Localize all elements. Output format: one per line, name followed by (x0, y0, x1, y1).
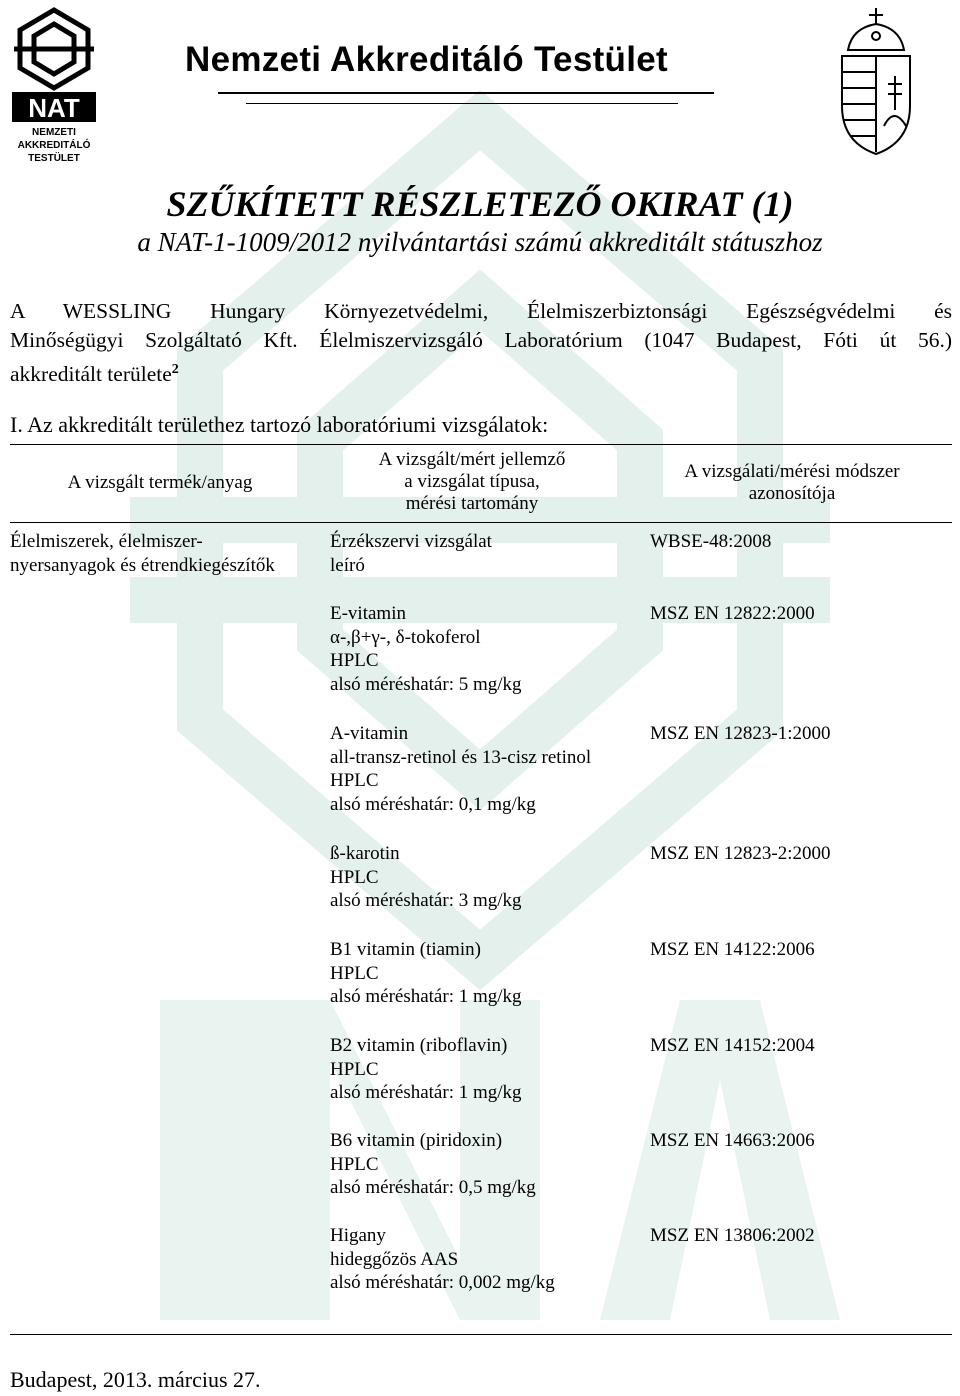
characteristic-line: HPLC (330, 866, 379, 888)
header-char-line-2: a vizsgálat típusa, (404, 471, 540, 492)
place-date: Budapest, 2013. március 27. (10, 1367, 261, 1392)
method-cell: MSZ EN 12823-2:2000 (650, 843, 831, 864)
product-line-1: Élelmiszerek, élelmiszer- (10, 531, 203, 552)
characteristic-line: alsó méréshatár: 0,1 mg/kg (330, 793, 536, 815)
characteristic-line: B6 vitamin (piridoxin) (330, 1130, 503, 1151)
characteristic-cell (330, 938, 630, 1009)
characteristic-line: alsó méréshatár: 1 mg/kg (330, 986, 522, 1007)
characteristic-cell (330, 1224, 630, 1295)
intro-line-3-text: akkreditált területe (10, 362, 172, 387)
characteristic-cell (330, 602, 630, 696)
logo-line-3: TESTÜLET (28, 153, 80, 164)
characteristic-line: alsó méréshatár: 1 mg/kg (330, 1082, 522, 1103)
characteristic-line: B2 vitamin (riboflavin) (330, 1035, 508, 1056)
characteristic-line: HPLC (330, 770, 379, 791)
characteristic-line: E-vitamin (330, 603, 406, 624)
product-line-2: nyersanyagok és étrendkiegészítők (10, 554, 275, 576)
characteristic-cell (330, 722, 630, 816)
method-cell: MSZ EN 12823-1:2000 (650, 723, 831, 744)
method-cell: MSZ EN 13806:2002 (650, 1225, 815, 1246)
characteristic-line: HPLC (330, 1153, 379, 1175)
document-subtitle: a NAT-1-1009/2012 nyilvántartási számú akkreditált státuszhoz (137, 227, 823, 257)
characteristic-line: HPLC (330, 1058, 379, 1080)
footnote-marker: 2 (171, 362, 179, 377)
organization-name: Nemzeti Akkreditáló Testület (185, 40, 668, 79)
intro-paragraph (10, 297, 952, 389)
coat-of-arms-icon (836, 6, 916, 156)
table-top-border (10, 444, 952, 445)
method-cell: MSZ EN 14663:2006 (650, 1130, 815, 1151)
header-method-line-1: A vizsgálati/mérési módszer (684, 461, 900, 482)
table-bottom-border (10, 1334, 952, 1335)
characteristic-line: Érzékszervi vizsgálat (330, 531, 492, 552)
characteristic-line: alsó méréshatár: 5 mg/kg (330, 673, 522, 695)
section-heading: I. Az akkreditált területhez tartozó laboratóriumi vizsgálatok: (10, 412, 549, 437)
characteristic-line: leíró (330, 554, 365, 576)
characteristic-cell (330, 842, 630, 913)
table-header-border (10, 522, 952, 523)
method-cell: MSZ EN 12822:2000 (650, 603, 815, 624)
characteristic-line: alsó méréshatár: 3 mg/kg (330, 890, 522, 911)
header-characteristic (322, 449, 622, 515)
logo-acronym: NAT (28, 93, 80, 123)
nat-logo-icon (10, 6, 98, 166)
characteristic-line: alsó méréshatár: 0,002 mg/kg (330, 1272, 555, 1293)
method-cell: MSZ EN 14152:2004 (650, 1035, 815, 1056)
header-method-line-2: azonosítója (748, 483, 836, 504)
header-method (632, 461, 952, 505)
characteristic-line: HPLC (330, 650, 379, 671)
title-rule-upper (218, 92, 714, 94)
characteristic-line: B1 vitamin (tiamin) (330, 939, 481, 960)
logo-line-1: NEMZETI (32, 127, 76, 138)
header-char-line-1: A vizsgált/mért jellemző (378, 449, 566, 470)
characteristic-line: ß-karotin (330, 843, 400, 864)
intro-line-3 (10, 355, 952, 389)
characteristic-cell (330, 1034, 630, 1105)
characteristic-line: all-transz-retinol és 13-cisz retinol (330, 746, 592, 768)
document-title: SZŰKÍTETT RÉSZLETEZŐ OKIRAT (1) (166, 184, 794, 224)
characteristic-cell (330, 530, 630, 577)
method-cell: MSZ EN 14122:2006 (650, 939, 815, 960)
characteristic-line: HPLC (330, 962, 379, 984)
characteristic-cell (330, 1129, 630, 1200)
characteristic-line: hideggőzös AAS (330, 1248, 459, 1270)
characteristic-line: A-vitamin (330, 723, 409, 744)
header-product: A vizsgált termék/anyag (67, 472, 253, 493)
header-char-line-3: mérési tartomány (405, 493, 539, 514)
characteristic-line: alsó méréshatár: 0,5 mg/kg (330, 1177, 536, 1198)
product-cell (10, 530, 310, 577)
characteristic-line: α-,β+γ-, δ-tokoferol (330, 626, 481, 648)
logo-line-2: AKKREDITÁLÓ (17, 140, 91, 151)
method-cell: WBSE-48:2008 (650, 531, 772, 552)
intro-line-2: Minőségügyi Szolgáltató Kft. Élelmiszervizsgáló Laboratórium (1047 Budapest, Fóti út 56.) (10, 328, 952, 352)
intro-line-1: A WESSLING Hungary Környezetvédelmi, Élelmiszerbiztonsági Egészségvédelmi és (10, 299, 952, 323)
characteristic-line: Higany (330, 1225, 386, 1246)
title-rule-lower (246, 103, 678, 104)
